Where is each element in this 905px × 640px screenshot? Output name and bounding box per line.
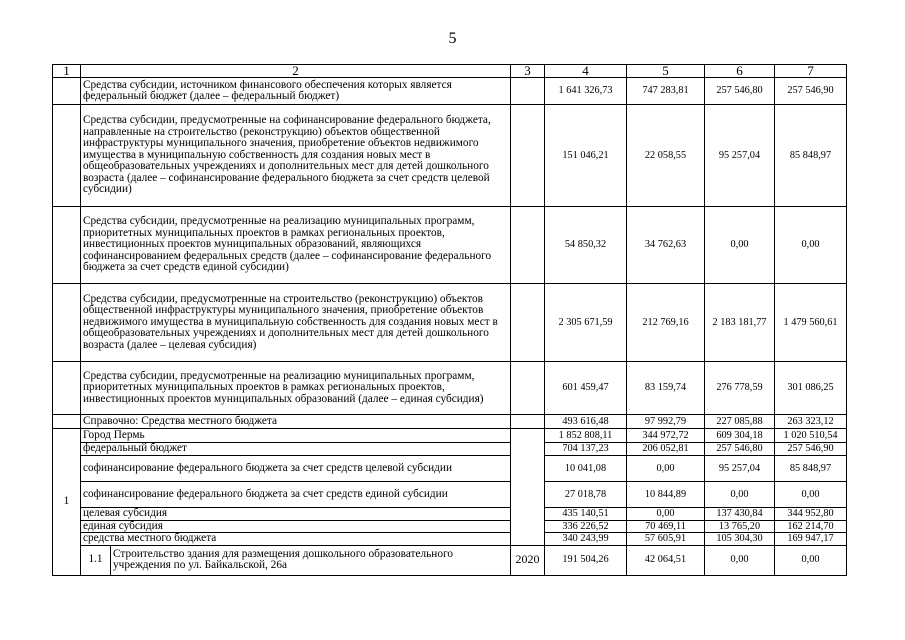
row-year <box>511 207 545 284</box>
value-col-7: 85 848,97 <box>775 456 847 482</box>
subsection-number: 1.1 <box>81 545 111 575</box>
row-year <box>511 78 545 105</box>
value-col-7: 257 546,90 <box>775 443 847 456</box>
row-name: Средства субсидии, предусмотренные на реализацию муниципальных программ, приоритетных муниципальных проектов в рамках региональных проектов, инвестиционных проектов муниципальных образований, являющихся софинансированием федеральных средств (далее – софинансирование федерального бюджета за счет средств единой субсидии) <box>81 207 511 284</box>
value-col-7: 344 952,80 <box>775 508 847 521</box>
value-col-4: 27 018,78 <box>545 482 627 508</box>
value-col-5: 57 605,91 <box>627 533 705 546</box>
header-cell-7: 7 <box>775 65 847 78</box>
value-col-4: 340 243,99 <box>545 533 627 546</box>
row-name: Строительство здания для размещения дошкольного образовательного учреждения по ул. Байкальской, 26а <box>111 545 511 575</box>
value-col-4: 1 641 326,73 <box>545 78 627 105</box>
row-number <box>53 362 81 415</box>
header-cell-3: 3 <box>511 65 545 78</box>
row-name: софинансирование федерального бюджета за счет средств целевой субсидии <box>81 456 511 482</box>
value-col-5: 42 064,51 <box>627 545 705 575</box>
value-col-7: 162 214,70 <box>775 520 847 533</box>
value-col-6: 227 085,88 <box>705 415 775 429</box>
value-col-5: 22 058,55 <box>627 105 705 207</box>
value-col-7: 0,00 <box>775 207 847 284</box>
value-col-6: 13 765,20 <box>705 520 775 533</box>
row-number <box>53 105 81 207</box>
value-col-4: 1 852 808,11 <box>545 429 627 443</box>
value-col-5: 10 844,89 <box>627 482 705 508</box>
row-name: Средства субсидии, предусмотренные на софинансирование федерального бюджета, направленные на строительство (реконструкцию) объектов общественной инфраструктуры муниципального значения, приобретение объектов недвижимого имущества в муниципальную собственность для создания новых мест в общеобразовательных учреждениях и дополнительных мест для детей дошкольного возраста (далее – софинансирование федерального бюджета за счет средств целевой субсидии) <box>81 105 511 207</box>
value-col-4: 336 226,52 <box>545 520 627 533</box>
value-col-7: 85 848,97 <box>775 105 847 207</box>
row-name: Город Пермь <box>81 429 511 443</box>
budget-table <box>52 64 847 576</box>
value-col-5: 0,00 <box>627 456 705 482</box>
value-col-7: 0,00 <box>775 482 847 508</box>
table-row <box>53 533 847 546</box>
row-name: софинансирование федерального бюджета за счет средств единой субсидии <box>81 482 511 508</box>
row-number <box>53 415 81 429</box>
value-col-6: 137 430,84 <box>705 508 775 521</box>
value-col-7: 169 947,17 <box>775 533 847 546</box>
value-col-7: 301 086,25 <box>775 362 847 415</box>
value-col-5: 206 052,81 <box>627 443 705 456</box>
value-col-7: 0,00 <box>775 545 847 575</box>
header-row <box>53 65 847 78</box>
header-cell-4: 4 <box>545 65 627 78</box>
table-row <box>53 482 847 508</box>
header-cell-1: 1 <box>53 65 81 78</box>
table-row <box>53 520 847 533</box>
row-year <box>511 105 545 207</box>
row-name: единая субсидия <box>81 520 511 533</box>
value-col-6: 95 257,04 <box>705 105 775 207</box>
value-col-5: 212 769,16 <box>627 284 705 362</box>
row-name: Средства субсидии, источником финансового обеспечения которых является федеральный бюджет (далее – федеральный бюджет) <box>81 78 511 105</box>
row-year: 2020 <box>511 545 545 575</box>
header-cell-2: 2 <box>81 65 511 78</box>
value-col-6: 95 257,04 <box>705 456 775 482</box>
value-col-5: 344 972,72 <box>627 429 705 443</box>
value-col-6: 276 778,59 <box>705 362 775 415</box>
row-name: Средства субсидии, предусмотренные на реализацию муниципальных программ, приоритетных муниципальных проектов в рамках региональных проектов, инвестиционных проектов муниципальных образований (далее – единая субсидия) <box>81 362 511 415</box>
value-col-4: 10 041,08 <box>545 456 627 482</box>
value-col-6: 609 304,18 <box>705 429 775 443</box>
row-name: Справочно: Средства местного бюджета <box>81 415 511 429</box>
row-year <box>511 415 545 429</box>
table-row <box>53 508 847 521</box>
table-row <box>53 456 847 482</box>
value-col-7: 1 020 510,54 <box>775 429 847 443</box>
row-number <box>53 284 81 362</box>
value-col-4: 54 850,32 <box>545 207 627 284</box>
table-row <box>53 429 847 443</box>
value-col-5: 747 283,81 <box>627 78 705 105</box>
section-number: 1 <box>53 429 81 576</box>
row-number <box>53 78 81 105</box>
row-name: средства местного бюджета <box>81 533 511 546</box>
value-col-6: 257 546,80 <box>705 78 775 105</box>
value-col-4: 191 504,26 <box>545 545 627 575</box>
value-col-6: 0,00 <box>705 545 775 575</box>
value-col-5: 34 762,63 <box>627 207 705 284</box>
value-col-6: 2 183 181,77 <box>705 284 775 362</box>
value-col-4: 493 616,48 <box>545 415 627 429</box>
value-col-7: 263 323,12 <box>775 415 847 429</box>
value-col-6: 0,00 <box>705 482 775 508</box>
value-col-6: 257 546,80 <box>705 443 775 456</box>
table-row <box>53 415 847 429</box>
table-row <box>53 207 847 284</box>
value-col-7: 257 546,90 <box>775 78 847 105</box>
value-col-4: 435 140,51 <box>545 508 627 521</box>
table-row <box>53 78 847 105</box>
header-cell-5: 5 <box>627 65 705 78</box>
row-number <box>53 207 81 284</box>
row-year <box>511 429 545 546</box>
table-row <box>53 545 847 575</box>
value-col-5: 0,00 <box>627 508 705 521</box>
value-col-5: 97 992,79 <box>627 415 705 429</box>
row-name: Средства субсидии, предусмотренные на строительство (реконструкцию) объектов общественной инфраструктуры муниципального значения, приобретение объектов недвижимого имущества в муниципальную собственность для создания новых мест в общеобразовательных учреждениях и дополнительных мест для детей дошкольного возраста (далее – целевая субсидия) <box>81 284 511 362</box>
page-number: 5 <box>448 30 457 47</box>
row-year <box>511 284 545 362</box>
value-col-4: 151 046,21 <box>545 105 627 207</box>
value-col-6: 105 304,30 <box>705 533 775 546</box>
value-col-6: 0,00 <box>705 207 775 284</box>
table-row <box>53 362 847 415</box>
table-row <box>53 284 847 362</box>
value-col-5: 70 469,11 <box>627 520 705 533</box>
value-col-4: 704 137,23 <box>545 443 627 456</box>
row-name: федеральный бюджет <box>81 443 511 456</box>
value-col-4: 2 305 671,59 <box>545 284 627 362</box>
header-cell-6: 6 <box>705 65 775 78</box>
table-row <box>53 105 847 207</box>
value-col-4: 601 459,47 <box>545 362 627 415</box>
table-row <box>53 443 847 456</box>
row-year <box>511 362 545 415</box>
value-col-7: 1 479 560,61 <box>775 284 847 362</box>
row-name: целевая субсидия <box>81 508 511 521</box>
value-col-5: 83 159,74 <box>627 362 705 415</box>
